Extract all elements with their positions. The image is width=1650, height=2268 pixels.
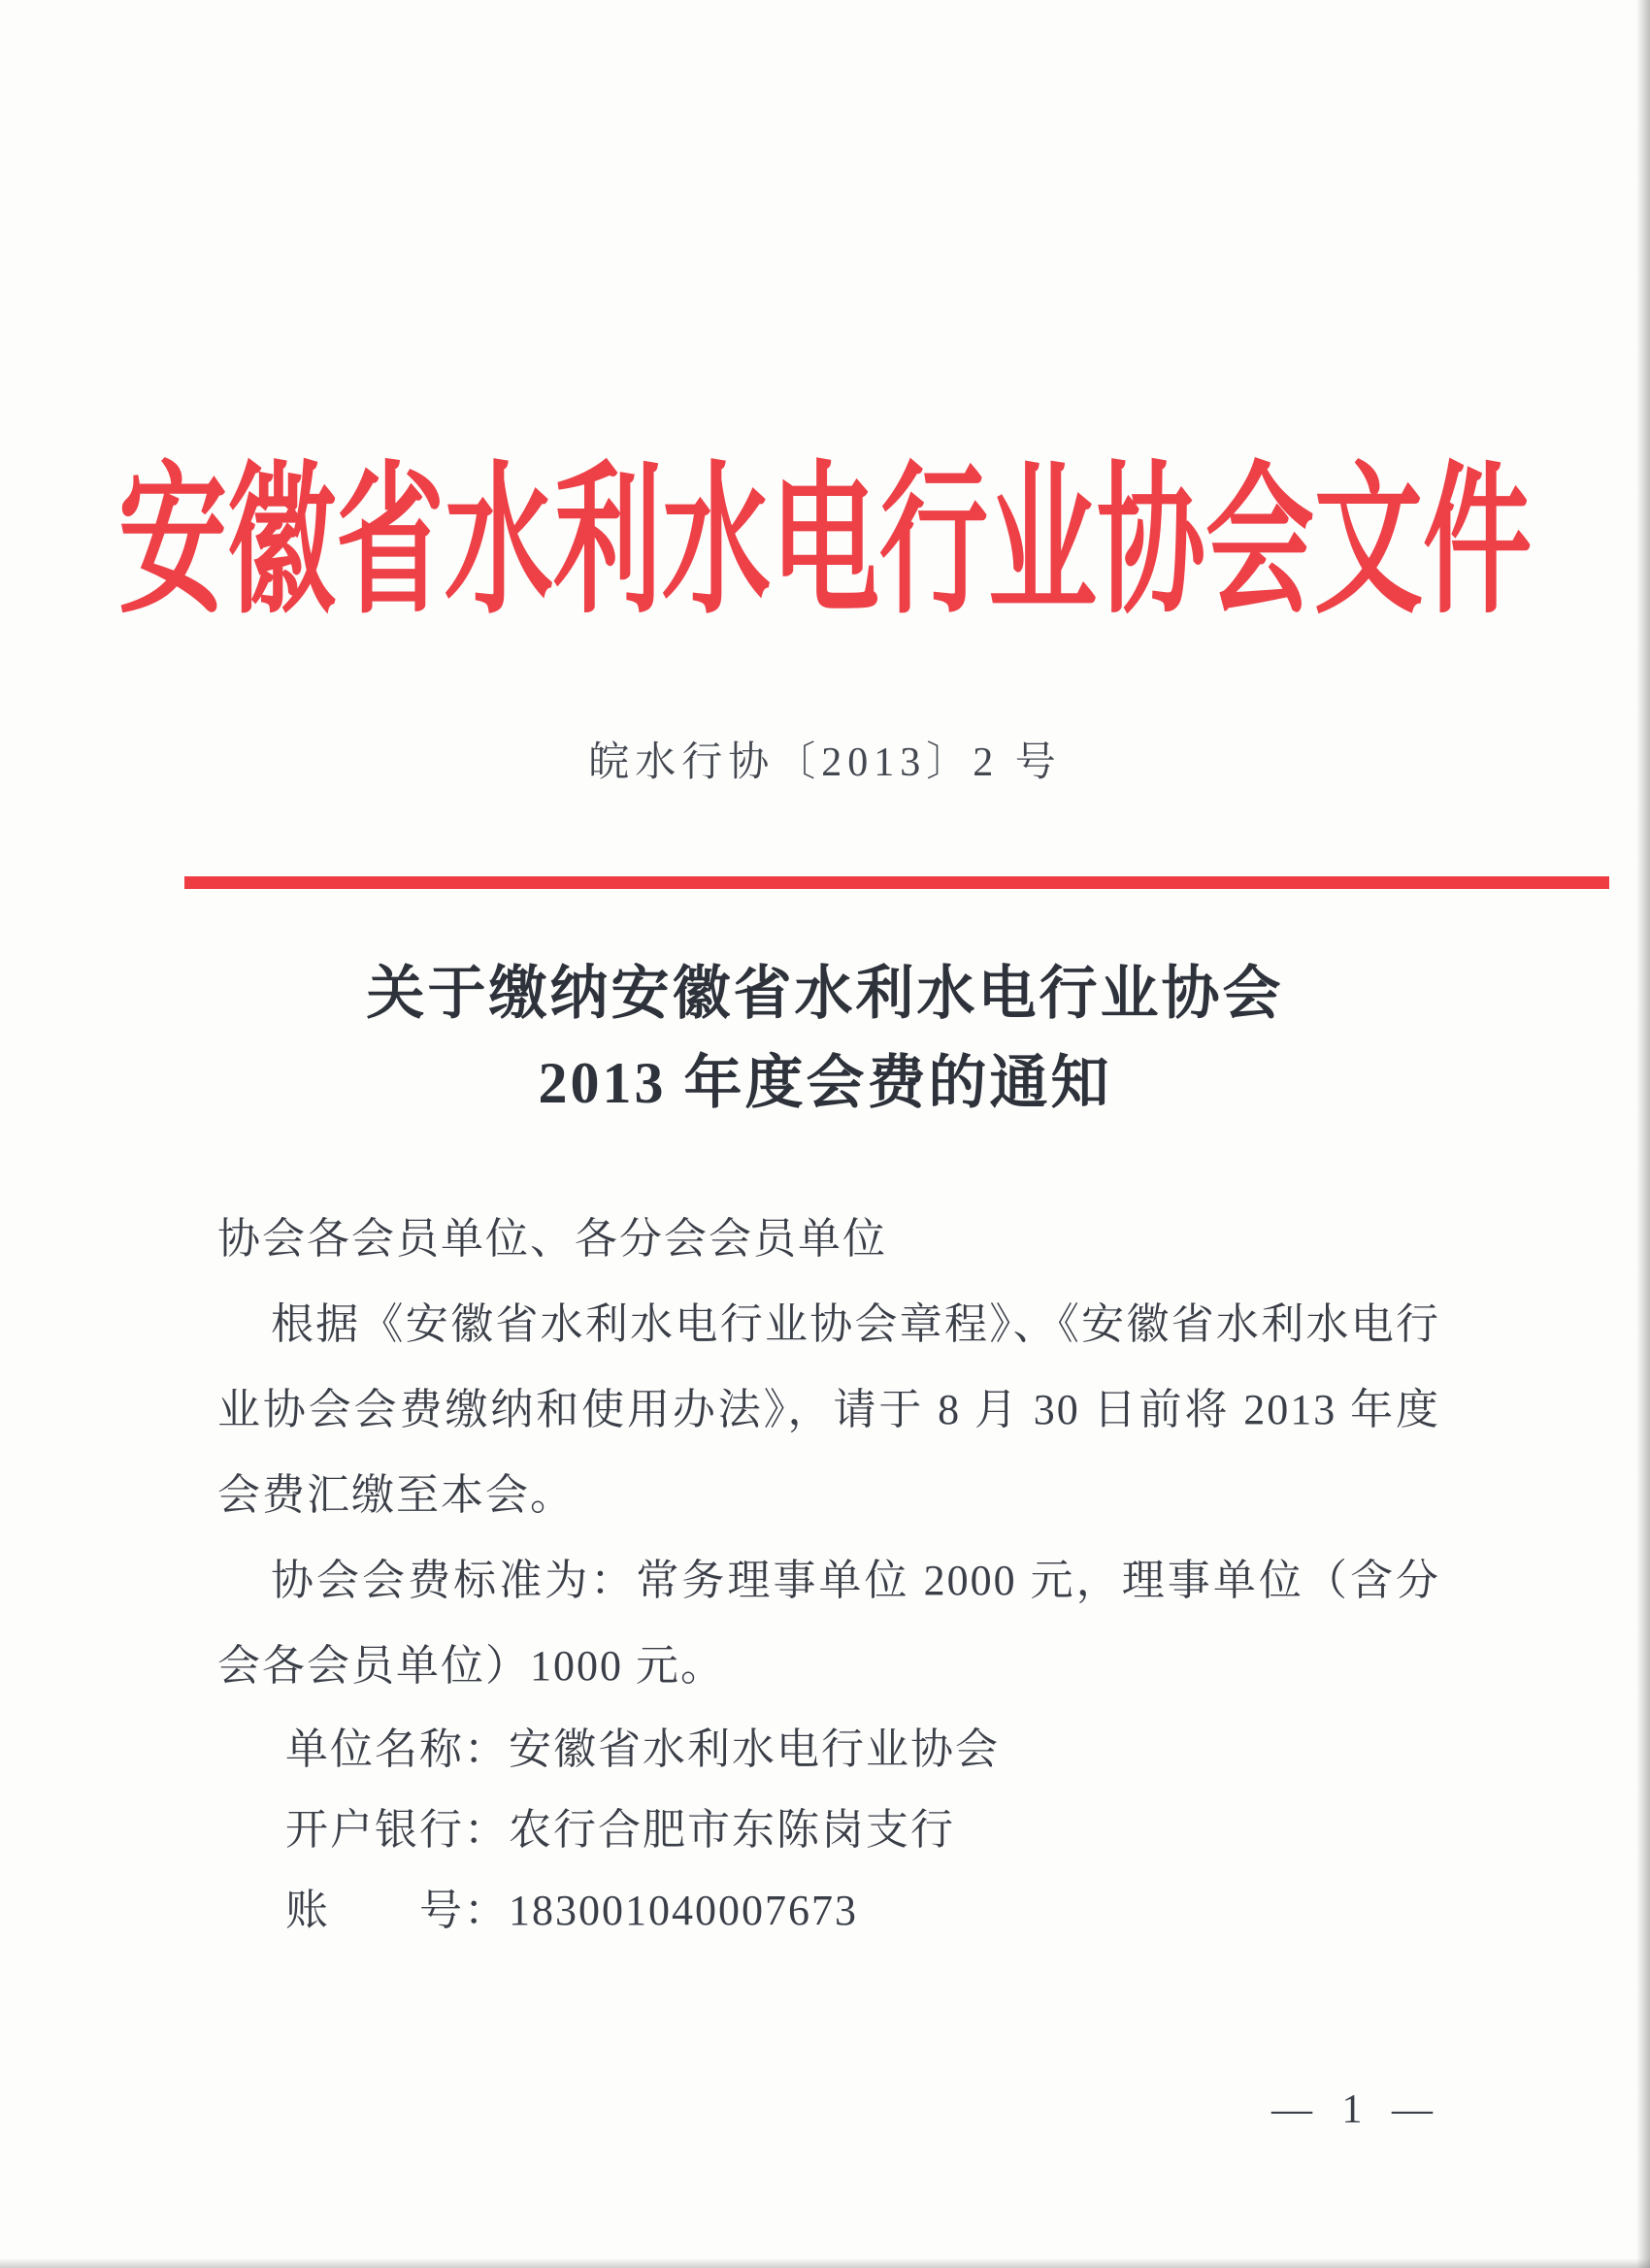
document-number: 皖水行协〔2013〕2 号 (588, 740, 1062, 785)
bank-info-list (217, 1709, 1440, 1951)
account-name-value: 安徽省水利水电行业协会 (509, 1726, 1000, 1773)
red-header-org-title: 安徽省水利水电行业协会文件 (118, 453, 1532, 634)
salutation-line: 协会各会员单位、各分会会员单位 (217, 1215, 887, 1263)
scan-edge-shadow-bottom (0, 2258, 1650, 2268)
info-line-bank (285, 1790, 1440, 1870)
info-line-account-name (285, 1709, 1440, 1790)
page-number: — 1 — (1271, 2087, 1442, 2132)
red-divider-rule (184, 876, 1609, 889)
document-subject (0, 949, 1650, 1128)
account-name-label: 单位名称： (285, 1726, 509, 1773)
info-line-account-number (285, 1870, 1440, 1951)
subject-line-1: 关于缴纳安徽省水利水电行业协会 (366, 962, 1284, 1026)
account-number-value: 183001040007673 (509, 1887, 858, 1934)
document-body (217, 1197, 1440, 1951)
subject-line-2: 2013 年度会费的通知 (538, 1051, 1112, 1115)
bank-label: 开户银行： (285, 1806, 509, 1854)
bank-value: 农行合肥市东陈岗支行 (509, 1806, 955, 1854)
paragraph-fee-request: 根据《安徽省水利水电行业协会章程》、《安徽省水利水电行业协会会费缴纳和使用办法》，请于 8 月 30 日前将 2013 年度会费汇缴至本会。 (217, 1300, 1440, 1519)
paragraph-fee-standard: 协会会费标准为：常务理事单位 2000 元，理事单位（含分会各会员单位）1000 元。 (217, 1557, 1440, 1690)
scan-edge-shadow-right (1636, 0, 1650, 2268)
account-number-label: 账 号： (285, 1887, 509, 1934)
